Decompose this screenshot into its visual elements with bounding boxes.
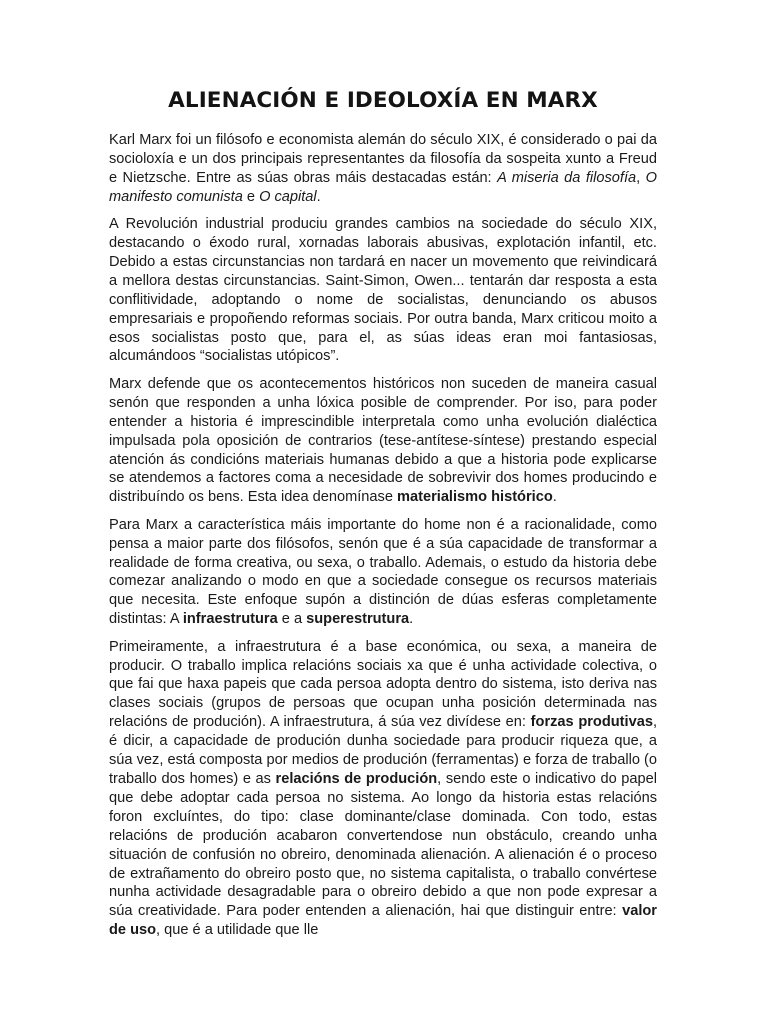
- term-relacions-de-producion: relacións de produción: [275, 771, 438, 787]
- paragraph-industrial-revolution: [109, 215, 657, 366]
- term-valor-de-uso: valor de uso: [109, 903, 657, 939]
- text-run: .: [316, 188, 321, 205]
- text-run: A Revolución industrial produciu grandes cambios na sociedade do século XIX, destacando o éxodo rural, xornadas laborais abusivas, explotación infantil, etc. Debido a estas circunstancias non tardará en nacer un movemento que reivindicará a mellora destas circunstancias. Saint-Simon, Owen... tentarán dar resposta a esta conflitividade, adoptando o nome de socialistas, denunciando os abusos empresariais e propoñendo reformas sociais. Por outra banda, Marx criticou moito a esos socialistas posto que, para el, as súas ideas eran moi fantasiosas, alcumándoos “socialistas utópicos”.: [109, 216, 657, 365]
- text-run: , que é a utilidade que lle: [156, 922, 319, 939]
- text-run: e a: [277, 611, 307, 628]
- term-infraestrutura: infraestrutura: [182, 611, 278, 628]
- text-run: Para Marx a característica máis importante do home non é a racionalidade, como pensa a maior parte dos filósofos, senón que é a súa capacidade de transformar a realidade de forma creativa, ou sexa, o traballo. Ademais, o estudo da historia debe comezar analizando o modo en que a sociedade consegue os recursos materiais que necesita. Este enfoque supón a distinción de dúas esferas completamente distintas: A: [109, 516, 657, 628]
- term-forzas-produtivas: forzas produtivas: [530, 714, 653, 731]
- page-title: ALIENACIÓN E IDEOLOXÍA EN MARX: [168, 88, 598, 113]
- term-materialismo-historico: materialismo histórico: [397, 489, 553, 506]
- text-run: Marx defende que os acontecementos históricos non suceden de maneira casual senón que responden a unha lóxica posible de comprender. Por iso, para poder entender a historia é imprescindible interpretala como unha evolución dialéctica impulsada pola oposición de contrarios (tese-antítese-síntese) prestando especial atención ás condicións materiais humanas debido a que a historia pode explicarse se atendemos a factores coma a necesidade de sobrevivir dos homes producindo e distribuíndo os bens. Esta idea denomínase: [109, 375, 657, 506]
- paragraph-historical-materialism: [109, 375, 657, 507]
- work-title-capital: O capital: [259, 188, 317, 205]
- text-run: e: [242, 188, 260, 205]
- paragraph-work-and-structures: [109, 516, 657, 629]
- work-title-manifesto: O manifesto comunista: [109, 169, 657, 205]
- work-title-miseria: A miseria da filosofía: [497, 169, 637, 186]
- text-run: Karl Marx foi un filósofo e economista alemán do século XIX, é considerado o pai da socioloxía e un dos principais representantes da filosofía da sospeita xunto a Freud e Nietzsche. Entre as súas obras máis destacadas están:: [109, 132, 657, 186]
- text-run: .: [409, 611, 414, 628]
- text-run: Primeiramente, a infraestrutura é a base económica, ou sexa, a maneira de producir. O traballo implica relacións sociais xa que é unha actividade colectiva, o que fai que haxa papeis que cada persoa adopta dentro do sistema, isto deriva nas clases sociais (grupos de persoas que ocupan unha posición determinada nas relacións de produción). A infraestrutura, á súa vez divídese en:: [109, 638, 657, 731]
- term-superestrutura: superestrutura: [306, 611, 410, 628]
- text-run: , sendo este o indicativo do papel que debe adoptar cada persoa no sistema. Ao longo da historia estas relacións foron excluíntes, do tipo: clase dominante/clase dominada. Con todo, estas relacións de produción acabaron convertendose nun obstáculo, creando unha situación de confusión no obreiro, denominada alienación. A alienación é o proceso de extrañamento do obreiro posto que, no sistema capitalista, o traballo convértese nunha actividade desagradable para o obreiro debido a que non pode expresar a súa creatividade. Para poder entenden a alienación, hai que distinguir entre:: [109, 771, 657, 920]
- paragraph-infrastructure: [109, 638, 657, 941]
- text-run: ,: [636, 169, 646, 186]
- text-run: , é dicir, a capacidade de produción dunha sociedade para producir riqueza que, a súa vez, está composta por medios de produción (ferramentas) e forza de traballo (o traballo dos homes) e as: [109, 714, 658, 787]
- paragraph-intro: [109, 131, 657, 207]
- text-run: .: [552, 489, 557, 506]
